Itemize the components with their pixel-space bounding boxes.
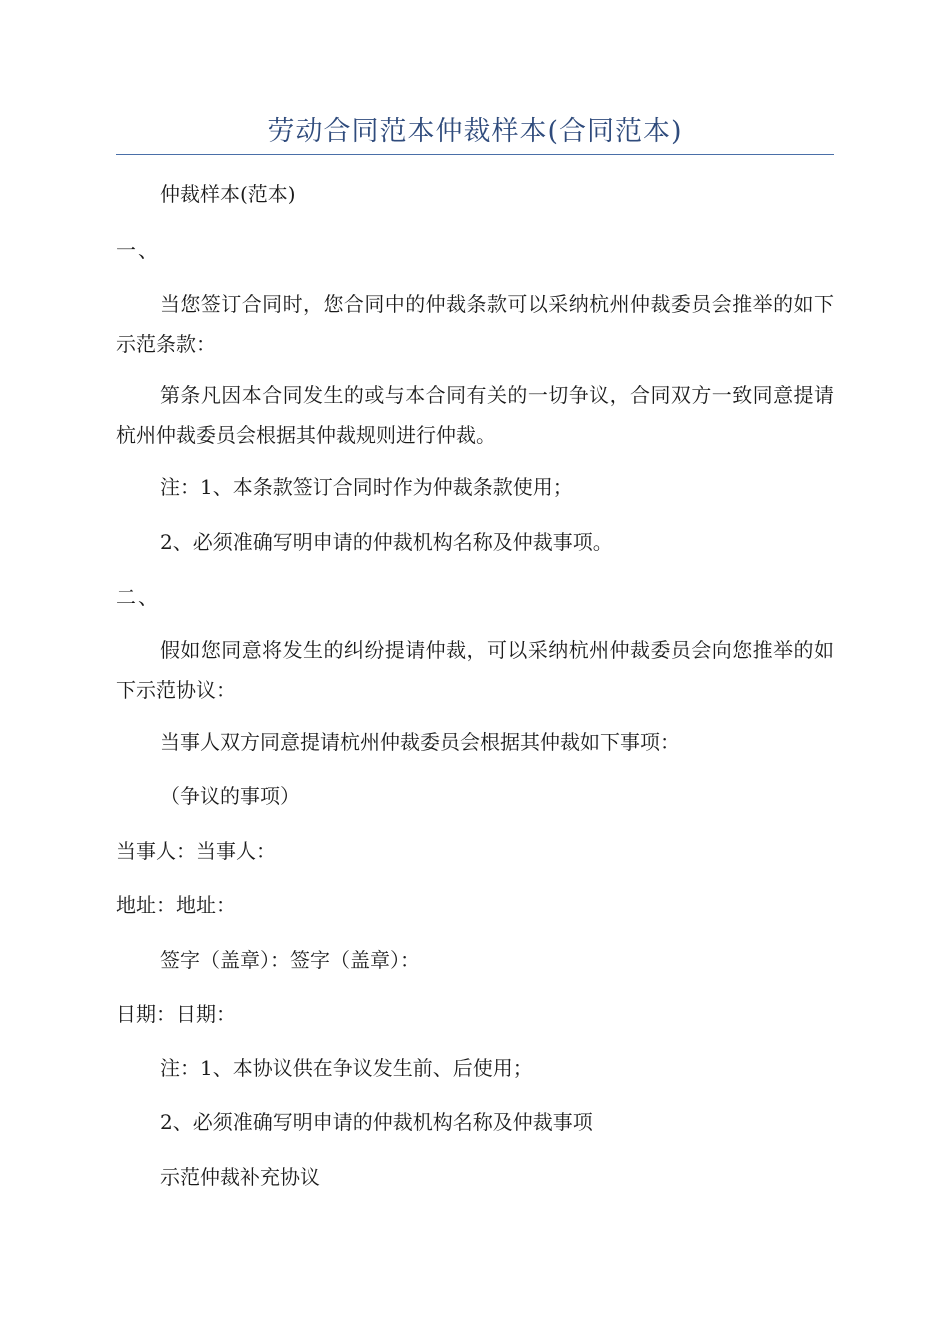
section-2-dispute: （争议的事项）	[160, 784, 300, 808]
section-1-clause: 第条凡因本合同发生的或与本合同有关的一切争议，合同双方一致同意提请杭州仲裁委员会根据其仲裁规则进行仲裁。	[116, 383, 834, 447]
document-page	[116, 0, 834, 1344]
subtitle: 仲裁样本(范本)	[160, 182, 296, 206]
section-2-supplement: 示范仲裁补充协议	[160, 1165, 320, 1189]
section-2-note-2: 2、必须准确写明申请的仲裁机构名称及仲裁事项	[160, 1110, 593, 1134]
section-1-note-2: 2、必须准确写明申请的仲裁机构名称及仲裁事项。	[160, 530, 613, 554]
section-1-heading: 一、	[116, 238, 160, 262]
section-1-note-1: 注：1、本条款签订合同时作为仲裁条款使用；	[160, 475, 573, 499]
section-2-agreement: 当事人双方同意提请杭州仲裁委员会根据其仲裁如下事项：	[160, 730, 680, 754]
section-2-date: 日期：日期：	[116, 1002, 236, 1026]
section-2-signature: 签字（盖章）：签字（盖章）：	[160, 948, 420, 972]
section-2-heading: 二、	[116, 585, 160, 609]
section-2-note-1: 注：1、本协议供在争议发生前、后使用；	[160, 1056, 533, 1080]
section-2-intro: 假如您同意将发生的纠纷提请仲裁，可以采纳杭州仲裁委员会向您推举的如下示范协议：	[116, 638, 834, 702]
section-2-parties: 当事人：当事人：	[116, 839, 276, 863]
title-underline	[116, 154, 834, 155]
document-title: 劳动合同范本仲裁样本(合同范本)	[267, 116, 683, 147]
section-2-address: 地址：地址：	[116, 893, 236, 917]
section-1-intro: 当您签订合同时，您合同中的仲裁条款可以采纳杭州仲裁委员会推举的如下示范条款：	[116, 292, 834, 356]
